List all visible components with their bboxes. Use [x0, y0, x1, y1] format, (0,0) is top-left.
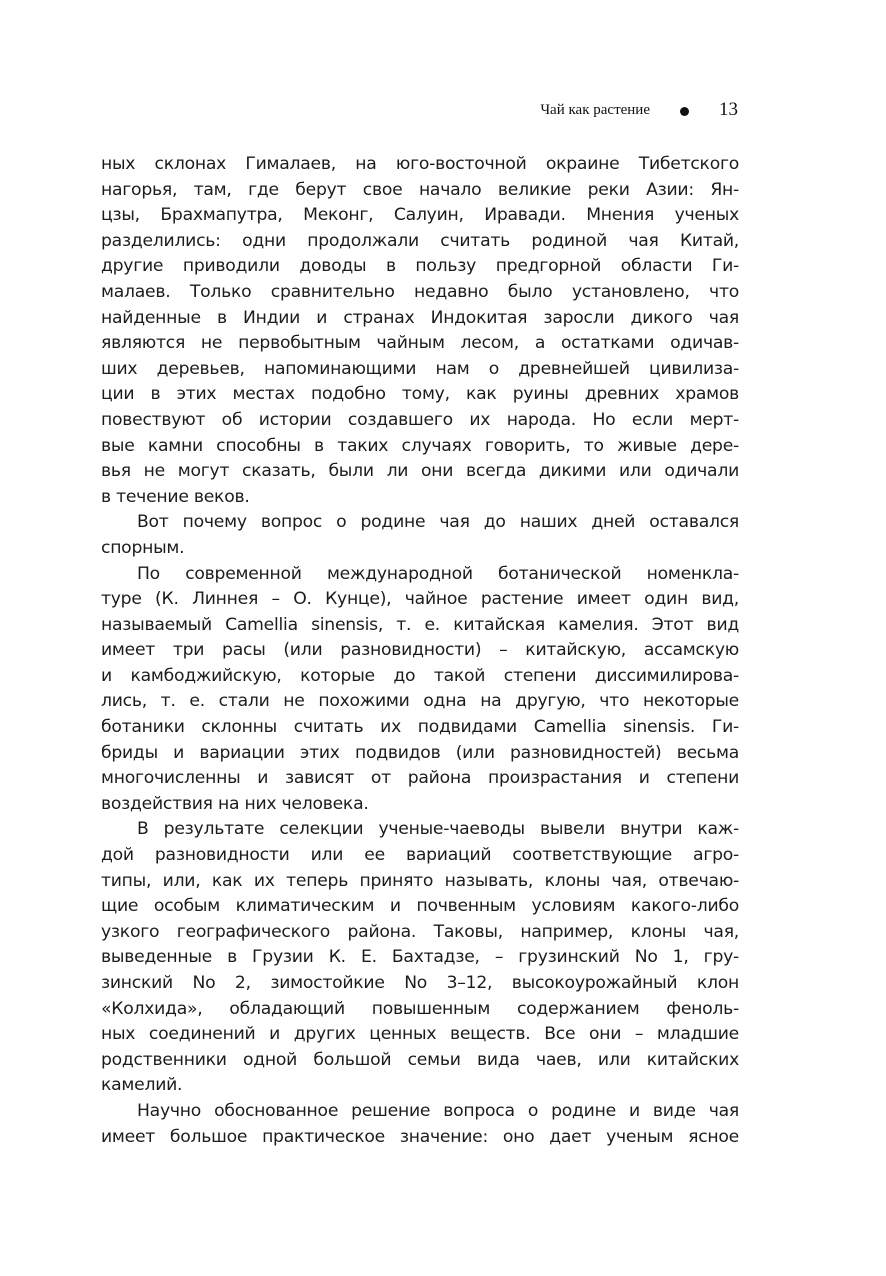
text-line: повествуют об истории создавшего их народа. Но если мерт-: [101, 409, 739, 430]
bullet-separator-icon: [680, 107, 689, 116]
page-header: [540, 96, 738, 124]
text-line: типы, или, как их теперь принято называть, клоны чая, отвечаю-: [101, 870, 739, 891]
paragraph-start-line: По современной международной ботанической номенкла-: [137, 563, 739, 584]
text-line: имеет большое практическое значение: оно дает ученым ясное: [101, 1126, 739, 1147]
text-line: другие приводили доводы в пользу предгорной области Ги-: [101, 256, 739, 277]
text-line: «Колхида», обладающий повышенным содержанием феноль-: [101, 998, 739, 1019]
paragraph-start-line: Вот почему вопрос о родине чая до наших дней оставался: [137, 512, 739, 533]
text-line: ших деревьев, напоминающими нам о древнейшей цивилиза-: [101, 358, 739, 379]
text-line: вые камни способны в таких случаях говорить, то живые дере-: [101, 435, 739, 456]
text-line: называемый Camellia sinensis, т. е. китайская камелия. Этот вид: [101, 614, 739, 635]
text-line: вья не могут сказать, были ли они всегда дикими или одичали: [101, 461, 739, 482]
running-title: Чай как растение: [540, 101, 650, 118]
text-line: являются не первобытным чайным лесом, а остатками одичав-: [101, 333, 739, 354]
text-line: щие особым климатическим и почвенным условиям какого-либо: [101, 896, 739, 917]
text-line: имеет три расы (или разновидности) – китайскую, ассамскую: [101, 640, 739, 661]
text-line: туре (К. Линнея – О. Кунце), чайное растение имеет один вид,: [101, 589, 739, 610]
body-text: [101, 152, 739, 1150]
paragraph-end-line: камелий.: [101, 1075, 183, 1096]
text-line: цзы, Брахмапутра, Меконг, Салуин, Иравади. Мнения ученых: [101, 205, 739, 226]
text-line: ных соединений и других ценных веществ. Все они – младшие: [101, 1024, 739, 1045]
paragraph-end-line: в течение веков.: [101, 486, 250, 507]
text-line: ботаники склонны считать их подвидами Camellia sinensis. Ги-: [101, 717, 739, 738]
text-line: разделились: одни продолжали считать родиной чая Китай,: [101, 230, 739, 251]
text-line: узкого географического района. Таковы, например, клоны чая,: [101, 921, 739, 942]
text-line: лись, т. е. стали не похожими одна на другую, что некоторые: [101, 691, 739, 712]
paragraph-end-line: воздействия на них человека.: [101, 793, 369, 814]
text-line: и камбоджийскую, которые до такой степени диссимилирова-: [101, 665, 739, 686]
text-line: выведенные в Грузии К. Е. Бахтадзе, – грузинский No 1, гру-: [101, 947, 739, 968]
text-line: малаев. Только сравнительно недавно было установлено, что: [101, 281, 739, 302]
text-line: родственники одной большой семьи вида чаев, или китайских: [101, 1049, 739, 1070]
paragraph-start-line: Научно обоснованное решение вопроса о родине и виде чая: [137, 1100, 739, 1121]
text-line: найденные в Индии и странах Индокитая заросли дикого чая: [101, 307, 739, 328]
paragraph-end-line: спорным.: [101, 537, 185, 558]
text-line: дой разновидности или ее вариаций соответствующие агро-: [101, 845, 739, 866]
paragraph-start-line: В результате селекции ученые-чаеводы вывели внутри каж-: [137, 819, 739, 840]
text-line: ции в этих местах подобно тому, как руины древних храмов: [101, 384, 739, 405]
text-line: нагорья, там, где берут свое начало великие реки Азии: Ян-: [101, 179, 739, 200]
text-line: многочисленны и зависят от района произрастания и степени: [101, 768, 739, 789]
text-line: ных склонах Гималаев, на юго-восточной окраине Тибетского: [101, 154, 739, 174]
text-line: зинский No 2, зимостойкие No 3–12, высокоурожайный клон: [101, 973, 739, 993]
page-number: 13: [719, 99, 738, 120]
text-line: бриды и вариации этих подвидов (или разновидностей) весьма: [101, 742, 739, 763]
